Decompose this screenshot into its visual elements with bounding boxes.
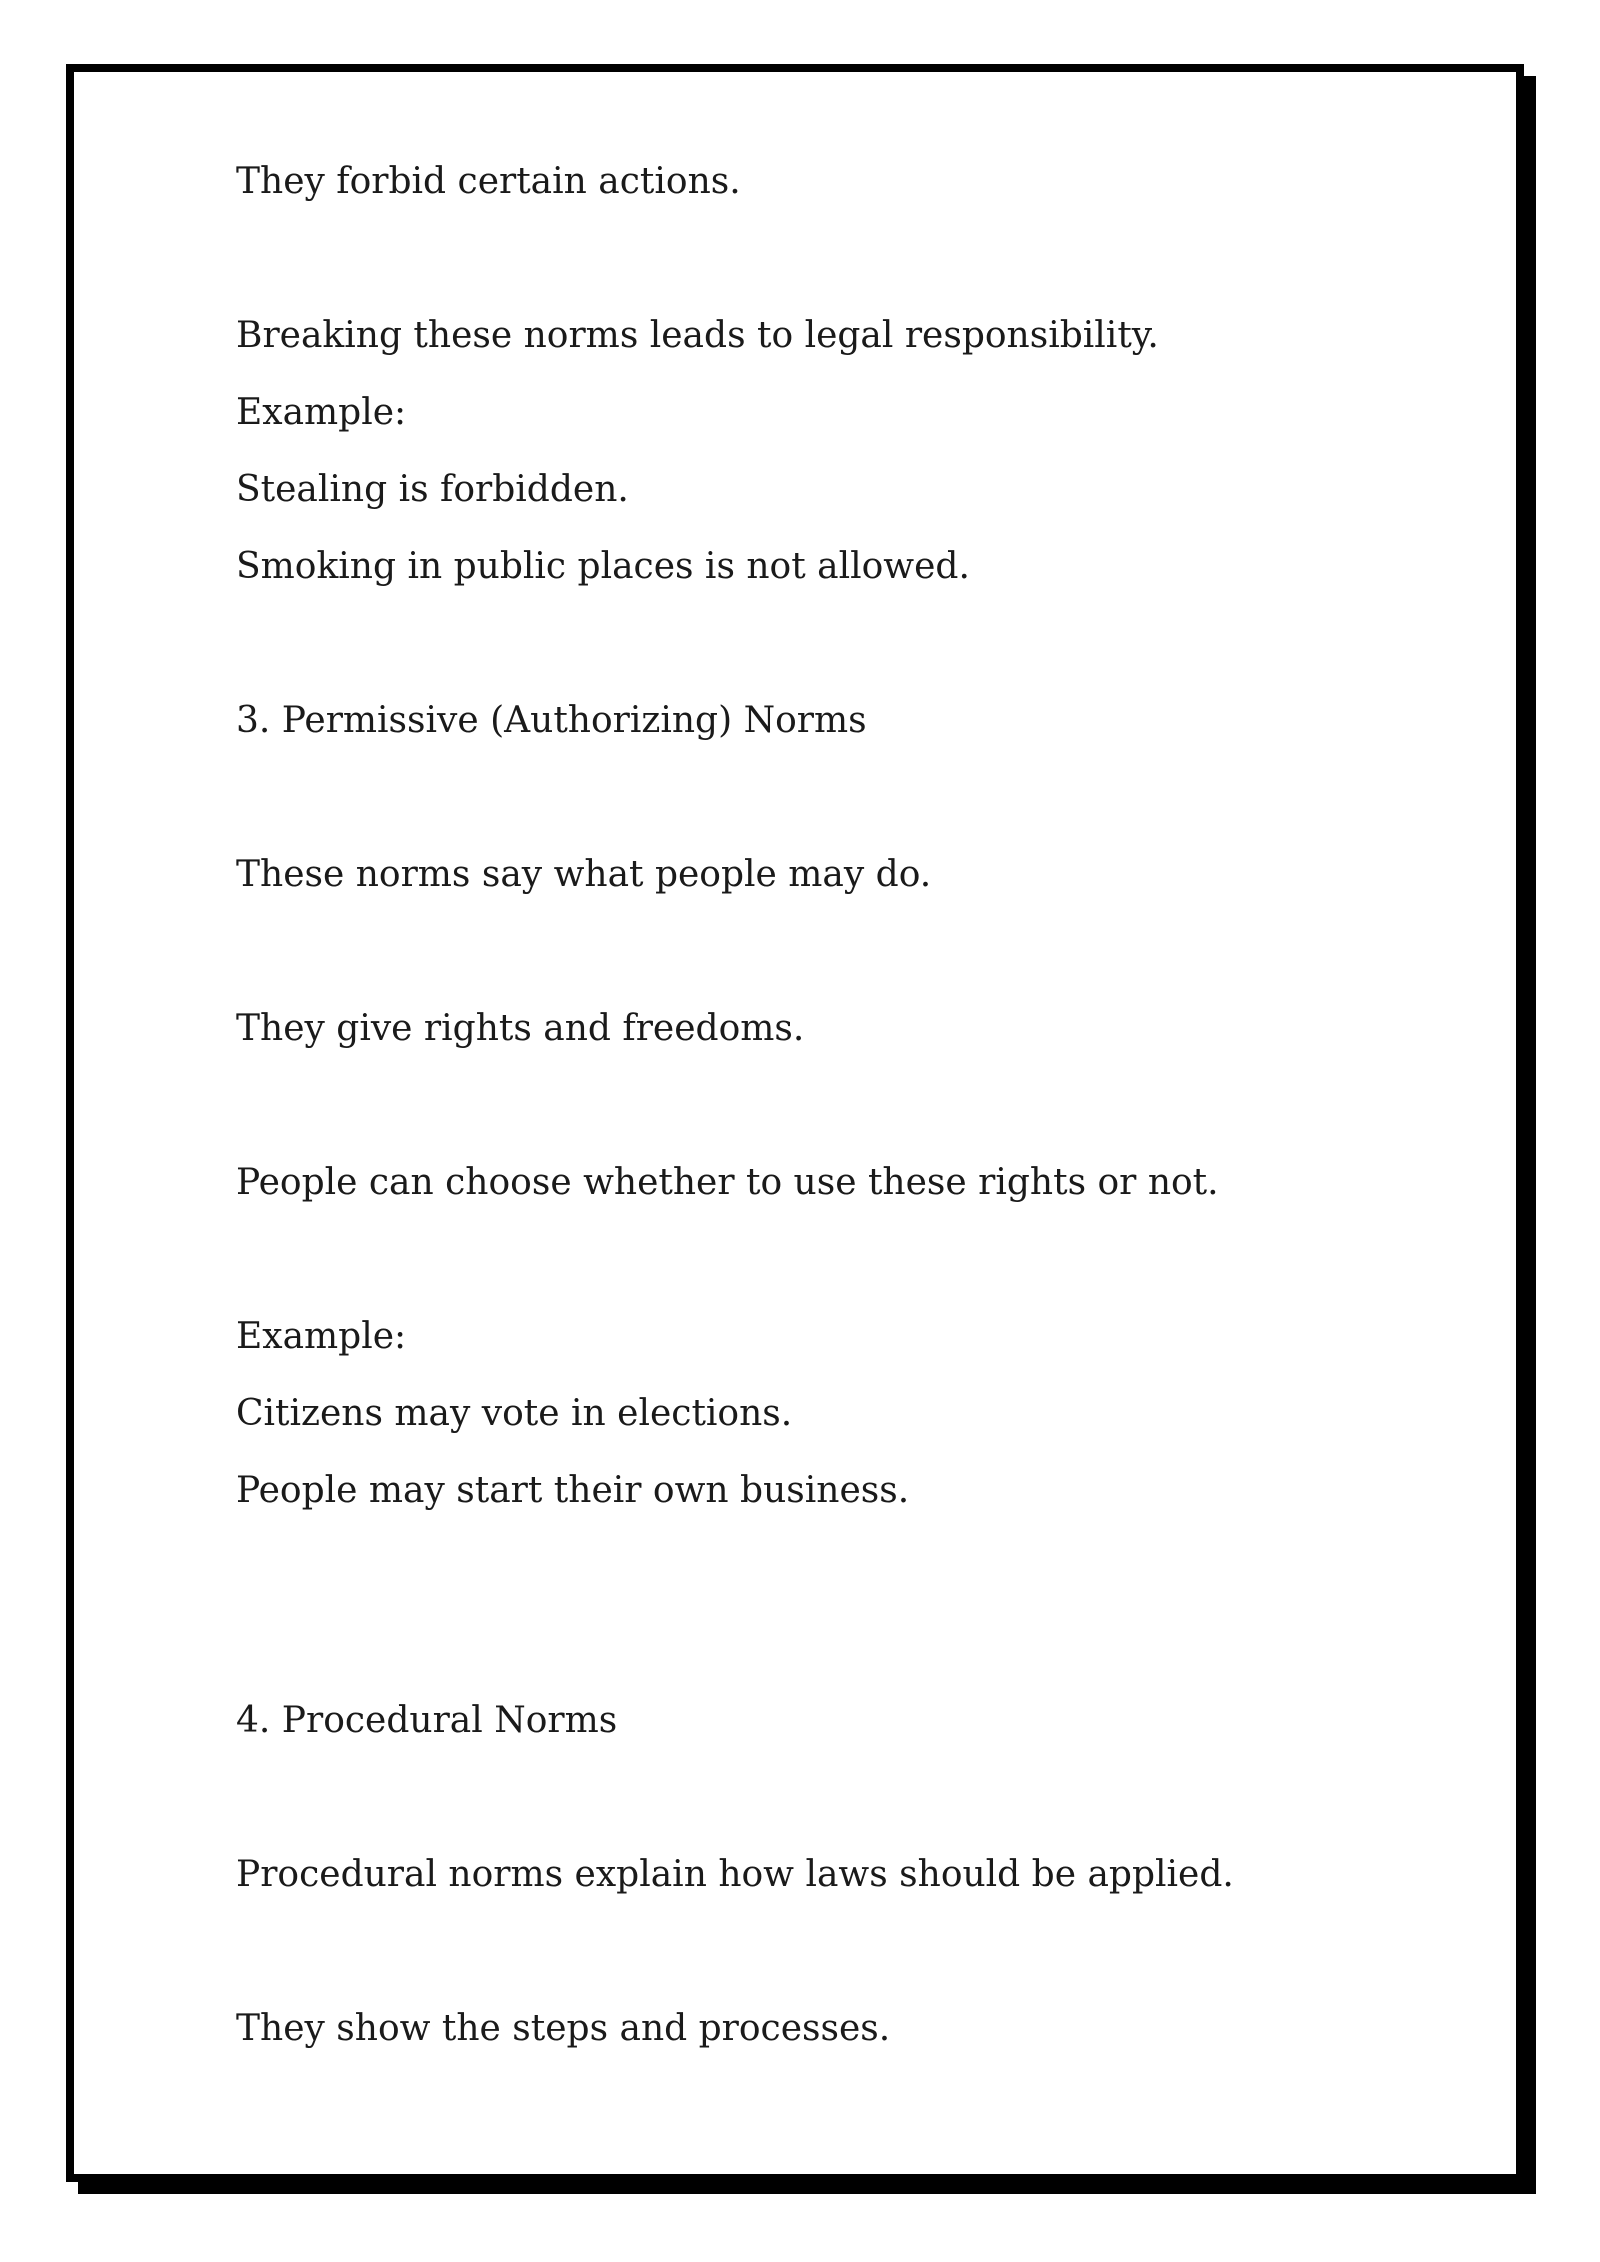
section-heading: 4. Procedural Norms xyxy=(236,1700,618,1741)
example-label: Example: xyxy=(236,392,407,433)
paragraph-line: They show the steps and processes. xyxy=(236,2008,891,2049)
paragraph-line: Stealing is forbidden. xyxy=(236,469,629,510)
paragraph-line: Breaking these norms leads to legal responsibility. xyxy=(236,315,1159,356)
paragraph-line: Citizens may vote in elections. xyxy=(236,1393,793,1434)
paragraph-line: People can choose whether to use these rights or not. xyxy=(236,1162,1219,1203)
paragraph-line: Procedural norms explain how laws should be applied. xyxy=(236,1854,1234,1895)
paragraph-line: They forbid certain actions. xyxy=(236,161,741,202)
paragraph-line: These norms say what people may do. xyxy=(236,854,932,895)
document-page xyxy=(66,64,1524,2182)
paragraph-line: Smoking in public places is not allowed. xyxy=(236,546,970,587)
example-label: Example: xyxy=(236,1316,407,1357)
paragraph-line: They give rights and freedoms. xyxy=(236,1008,805,1049)
paragraph-line: People may start their own business. xyxy=(236,1470,910,1511)
section-heading: 3. Permissive (Authorizing) Norms xyxy=(236,700,867,741)
